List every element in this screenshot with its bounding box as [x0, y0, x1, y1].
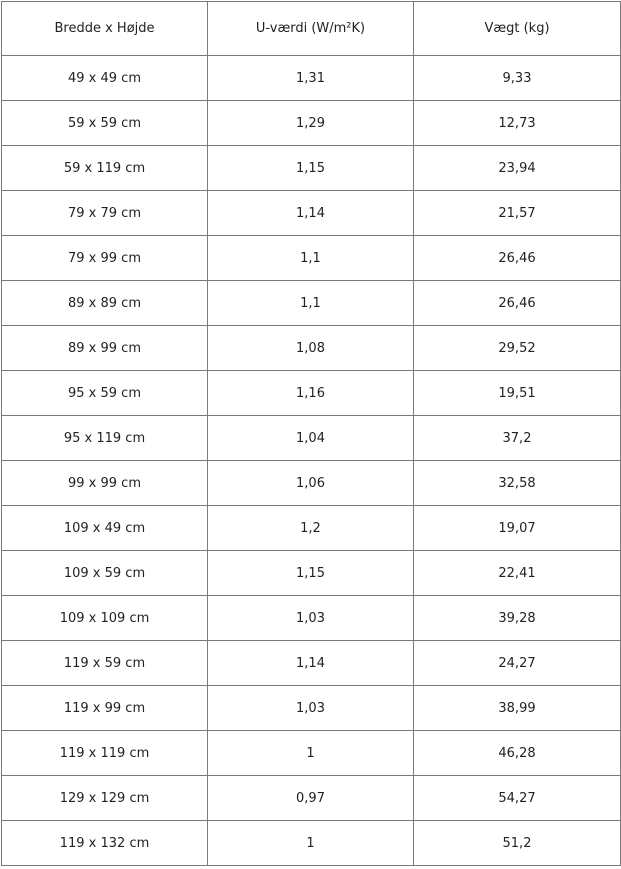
table-row [2, 326, 621, 371]
table-body [2, 56, 621, 866]
cell-u-value: 1,06 [208, 461, 414, 506]
cell-weight: 38,99 [414, 686, 621, 731]
cell-u-value: 1,15 [208, 146, 414, 191]
cell-u-value: 1,03 [208, 686, 414, 731]
header-weight: Vægt (kg) [414, 2, 621, 56]
cell-weight: 46,28 [414, 731, 621, 776]
window-spec-table [1, 1, 621, 866]
table-row [2, 371, 621, 416]
header-u-value: U-værdi (W/m²K) [208, 2, 414, 56]
cell-weight: 32,58 [414, 461, 621, 506]
cell-u-value: 1,1 [208, 236, 414, 281]
cell-dimensions: 89 x 89 cm [2, 281, 208, 326]
table-row [2, 731, 621, 776]
table-row [2, 191, 621, 236]
cell-dimensions: 95 x 119 cm [2, 416, 208, 461]
table-row [2, 56, 621, 101]
cell-u-value: 1,31 [208, 56, 414, 101]
table-row [2, 281, 621, 326]
cell-u-value: 1 [208, 731, 414, 776]
table-row [2, 416, 621, 461]
cell-dimensions: 109 x 49 cm [2, 506, 208, 551]
cell-u-value: 1,08 [208, 326, 414, 371]
header-row [2, 2, 621, 56]
cell-u-value: 1 [208, 821, 414, 866]
table-row [2, 236, 621, 281]
cell-u-value: 1,1 [208, 281, 414, 326]
cell-weight: 22,41 [414, 551, 621, 596]
cell-u-value: 1,14 [208, 641, 414, 686]
cell-u-value: 1,29 [208, 101, 414, 146]
table-row [2, 596, 621, 641]
cell-weight: 12,73 [414, 101, 621, 146]
cell-dimensions: 109 x 59 cm [2, 551, 208, 596]
cell-weight: 24,27 [414, 641, 621, 686]
cell-weight: 26,46 [414, 236, 621, 281]
cell-dimensions: 119 x 119 cm [2, 731, 208, 776]
cell-dimensions: 49 x 49 cm [2, 56, 208, 101]
cell-weight: 39,28 [414, 596, 621, 641]
cell-weight: 26,46 [414, 281, 621, 326]
table-row [2, 461, 621, 506]
table-header [2, 2, 621, 56]
cell-dimensions: 119 x 59 cm [2, 641, 208, 686]
header-dimensions: Bredde x Højde [2, 2, 208, 56]
cell-dimensions: 79 x 79 cm [2, 191, 208, 236]
cell-dimensions: 119 x 132 cm [2, 821, 208, 866]
cell-dimensions: 89 x 99 cm [2, 326, 208, 371]
cell-dimensions: 129 x 129 cm [2, 776, 208, 821]
table-row [2, 641, 621, 686]
cell-dimensions: 99 x 99 cm [2, 461, 208, 506]
cell-dimensions: 109 x 109 cm [2, 596, 208, 641]
cell-dimensions: 59 x 119 cm [2, 146, 208, 191]
table-row [2, 101, 621, 146]
cell-weight: 51,2 [414, 821, 621, 866]
cell-u-value: 1,04 [208, 416, 414, 461]
table-row [2, 776, 621, 821]
table-row [2, 821, 621, 866]
cell-weight: 54,27 [414, 776, 621, 821]
cell-weight: 37,2 [414, 416, 621, 461]
cell-weight: 23,94 [414, 146, 621, 191]
cell-u-value: 1,03 [208, 596, 414, 641]
cell-dimensions: 95 x 59 cm [2, 371, 208, 416]
cell-dimensions: 79 x 99 cm [2, 236, 208, 281]
cell-dimensions: 119 x 99 cm [2, 686, 208, 731]
cell-weight: 21,57 [414, 191, 621, 236]
cell-weight: 19,51 [414, 371, 621, 416]
cell-weight: 29,52 [414, 326, 621, 371]
table-row [2, 506, 621, 551]
cell-u-value: 1,2 [208, 506, 414, 551]
cell-u-value: 0,97 [208, 776, 414, 821]
cell-u-value: 1,14 [208, 191, 414, 236]
cell-u-value: 1,16 [208, 371, 414, 416]
cell-dimensions: 59 x 59 cm [2, 101, 208, 146]
cell-u-value: 1,15 [208, 551, 414, 596]
table-row [2, 146, 621, 191]
cell-weight: 9,33 [414, 56, 621, 101]
table-row [2, 551, 621, 596]
cell-weight: 19,07 [414, 506, 621, 551]
table-row [2, 686, 621, 731]
